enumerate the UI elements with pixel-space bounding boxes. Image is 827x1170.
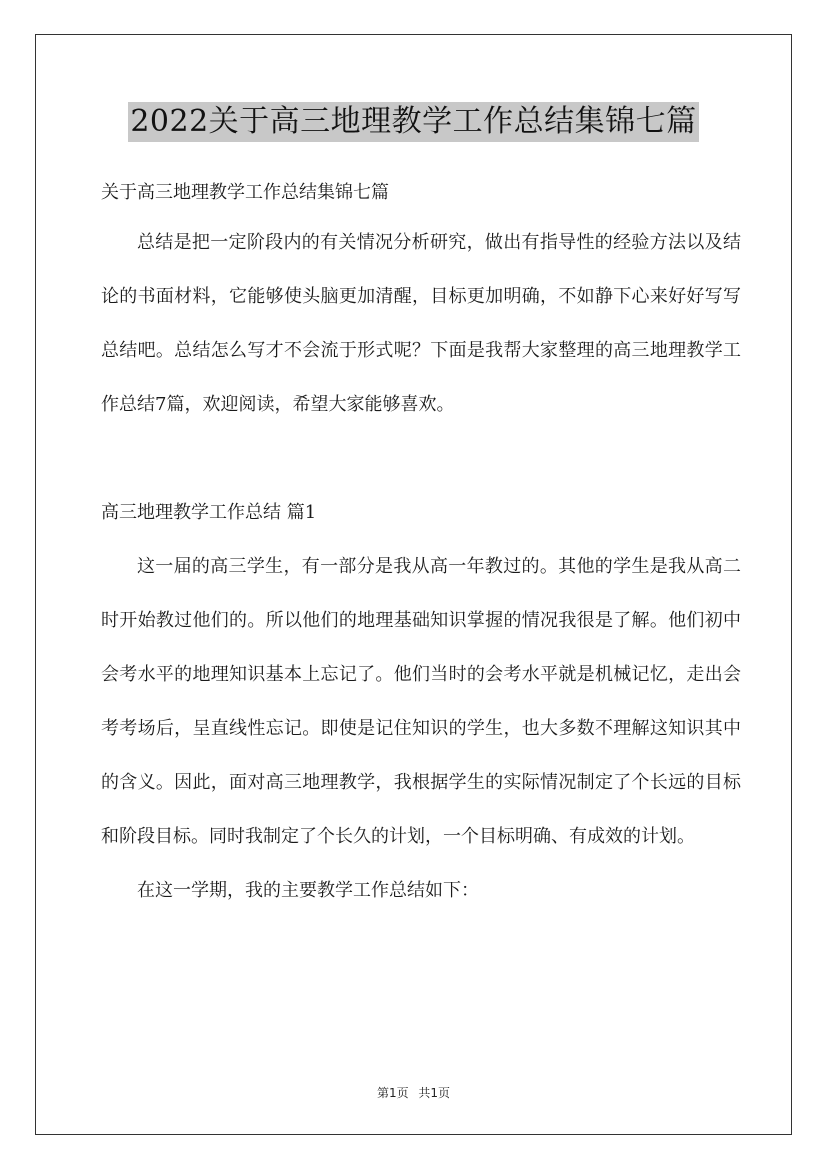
page-total: 共1页 bbox=[418, 1086, 451, 1100]
title-container bbox=[0, 102, 827, 142]
section-heading: 高三地理教学工作总结 篇1 bbox=[101, 502, 317, 523]
page-number: 第1页 bbox=[376, 1086, 409, 1100]
document-subtitle: 关于高三地理教学工作总结集锦七篇 bbox=[101, 182, 389, 203]
section-spacer bbox=[101, 432, 741, 486]
document-body bbox=[101, 170, 741, 918]
section-paragraph: 这一届的高三学生，有一部分是我从高一年教过的。其他的学生是我从高二时开始教过他们的。所以他们的地理基础知识掌握的情况我很是了解。他们初中会考水平的地理知识基本上忘记了。他们当时的会考水平就是机械记忆，走出会考考场后，呈直线性忘记。即使是记住知识的学生，也大多数不理解这知识其中的含义。因此，面对高三地理教学，我根据学生的实际情况制定了个长远的目标和阶段目标。同时我制定了个长久的计划，一个目标明确、有成效的计划。 bbox=[101, 556, 741, 847]
page-footer bbox=[0, 1084, 827, 1101]
document-title: 2022关于高三地理教学工作总结集锦七篇 bbox=[128, 102, 698, 142]
intro-paragraph: 总结是把一定阶段内的有关情况分析研究，做出有指导性的经验方法以及结论的书面材料，它能够使头脑更加清醒，目标更加明确，不如静下心来好好写写总结吧。总结怎么写才不会流于形式呢？下面是我帮大家整理的高三地理教学工作总结7篇，欢迎阅读，希望大家能够喜欢。 bbox=[101, 232, 741, 415]
section-paragraph: 在这一学期，我的主要教学工作总结如下： bbox=[137, 880, 479, 901]
